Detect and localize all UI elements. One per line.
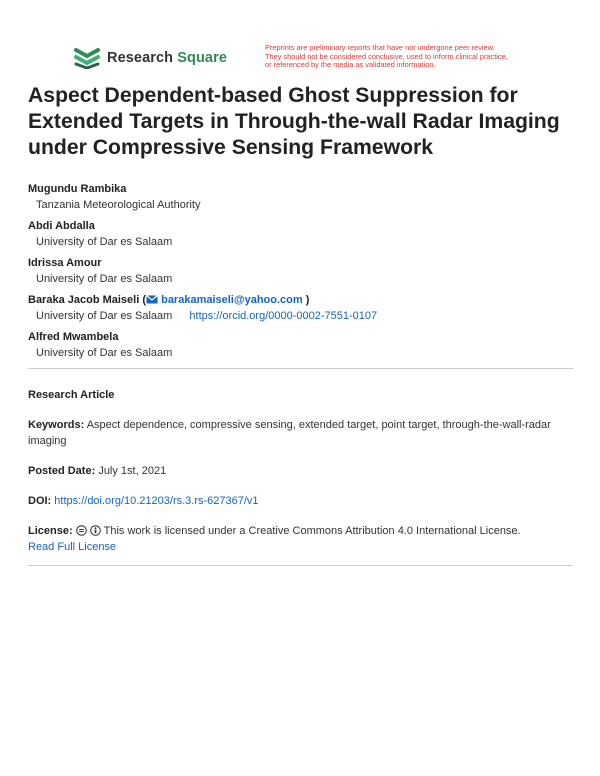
orcid-link[interactable]: https://orcid.org/0000-0002-7551-0107: [189, 310, 378, 322]
research-square-logo[interactable]: [73, 47, 227, 69]
posted-date-value: July 1st, 2021: [98, 465, 167, 477]
author-affiliation: University of Dar es Salaam: [36, 236, 173, 248]
doi-label: DOI:: [28, 495, 52, 507]
email-icon: [146, 295, 158, 304]
preprint-disclaimer: [265, 44, 565, 70]
section-divider: [28, 565, 573, 566]
attribution-icon: [90, 525, 101, 536]
keywords-label: Keywords:: [28, 419, 85, 431]
article-type-label: Research Article: [28, 389, 115, 401]
doi-row: [28, 493, 576, 509]
author-name: Idrissa Amour: [28, 257, 102, 269]
doi-link[interactable]: https://doi.org/10.21203/rs.3.rs-627367/v1: [54, 495, 259, 507]
author-email-link[interactable]: barakamaiseli@yahoo.com: [161, 294, 303, 306]
author-name: Baraka Jacob Maiseli: [28, 294, 140, 306]
author-affiliation: University of Dar es Salaam: [36, 347, 173, 359]
email-paren-close: ): [302, 294, 310, 306]
author-name: Alfred Mwambela: [28, 331, 119, 343]
author-name: Abdi Abdalla: [28, 220, 95, 232]
license-text: This work is licensed under a Creative Commons Attribution 4.0 International License.: [103, 525, 521, 537]
author-affiliation: University of Dar es Salaam: [36, 310, 173, 322]
disclaimer-line: Preprints are preliminary reports that have not undergone peer review.: [265, 43, 495, 52]
brand-word-square: Square: [177, 50, 227, 66]
creative-commons-icon: [76, 525, 87, 536]
posted-date-row: [28, 463, 576, 479]
author-affiliation-row: [28, 308, 588, 328]
disclaimer-line: They should not be considered conclusive, used to inform clinical practice,: [265, 51, 508, 61]
author-list: [28, 180, 588, 365]
brand-name: [107, 50, 227, 66]
author-affiliation: University of Dar es Salaam: [36, 273, 173, 285]
paper-title: Aspect Dependent-based Ghost Suppression for Extended Targets in Through-the-wall Radar Imaging under Compressive Sensing Framework: [28, 84, 560, 159]
author-affiliation: Tanzania Meteorological Authority: [36, 199, 201, 211]
author-name: Mugundu Rambika: [28, 183, 127, 195]
posted-date-label: Posted Date:: [28, 465, 96, 477]
article-type: [28, 387, 576, 403]
corresponding-author: [28, 292, 588, 308]
read-full-license-link[interactable]: Read Full License: [28, 541, 117, 553]
brand-word-research: Research: [107, 50, 174, 66]
research-square-logo-icon: [73, 47, 101, 69]
license-row: [28, 523, 576, 555]
disclaimer-line: or referenced by the media as validated information.: [265, 60, 436, 70]
keywords-value: Aspect dependence, compressive sensing, extended target, point target, through-the-wall-radar imaging: [28, 419, 551, 447]
keywords-row: [28, 417, 576, 449]
section-divider: [28, 368, 573, 369]
license-label: License:: [28, 525, 73, 537]
email-paren-open: (: [142, 294, 147, 306]
